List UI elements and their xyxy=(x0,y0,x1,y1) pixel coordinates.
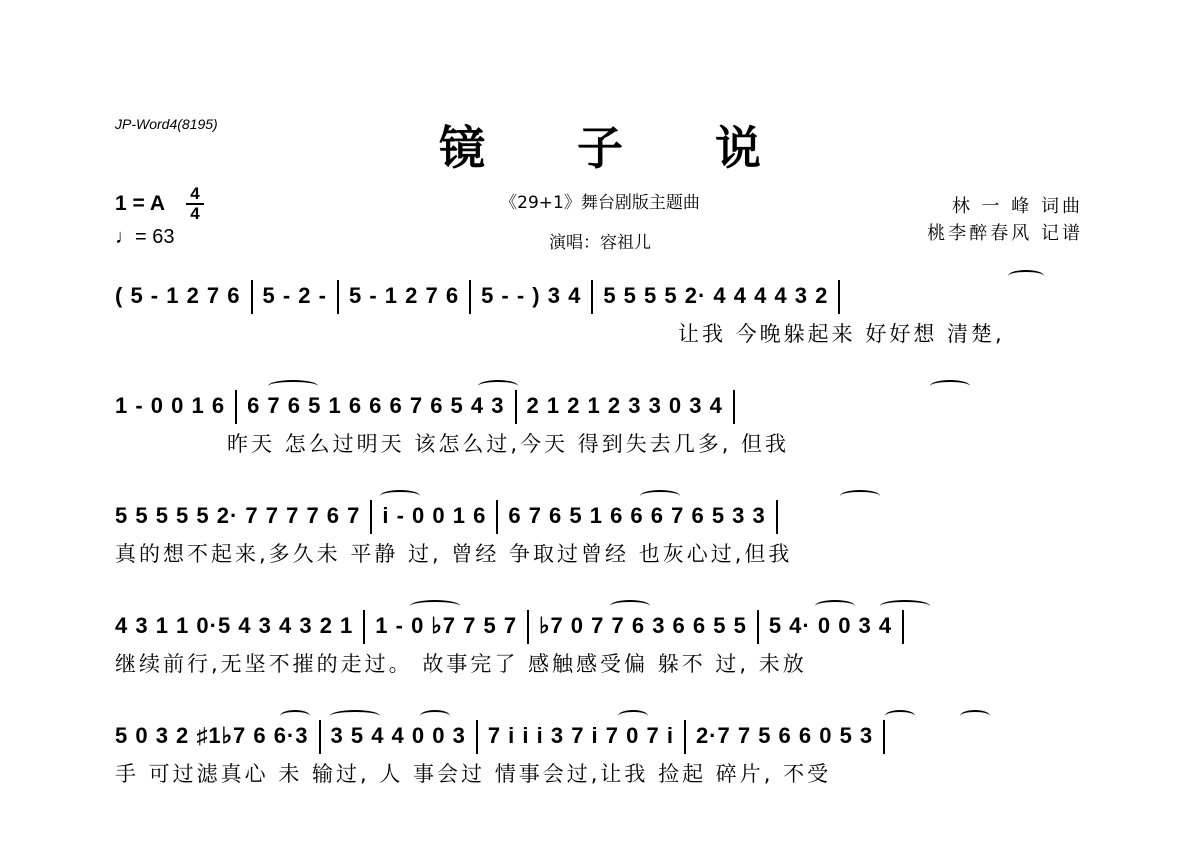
slur-mark xyxy=(640,490,680,502)
slur-mark xyxy=(610,600,650,612)
slur-mark xyxy=(618,710,648,722)
measure: 5 - 2 - xyxy=(262,282,327,308)
measure: ♭7 0 7 7 6 3 6 6 5 5 xyxy=(539,612,747,638)
slur-mark xyxy=(330,710,380,722)
measure: i - 0 0 1 6 xyxy=(382,502,487,528)
measure: 1 - 0 0 1 6 xyxy=(115,392,226,418)
credits xyxy=(927,193,1083,247)
barline xyxy=(319,720,321,754)
measure: 5 - 1 2 7 6 xyxy=(348,282,460,308)
slur-mark xyxy=(885,710,915,722)
lyrics-line: 真的想不起来,多久未 平静 过, 曾经 争取过曾经 也灰心过,但我 xyxy=(115,542,793,566)
barline xyxy=(337,280,339,314)
time-signature-top: 4 xyxy=(190,184,200,203)
barline xyxy=(684,720,686,754)
barline xyxy=(733,390,735,424)
notes-line xyxy=(115,390,1088,424)
barline xyxy=(496,500,498,534)
measure: 5 4· 0 0 3 4 xyxy=(768,612,893,638)
transcriber: 桃李醉春风 记谱 xyxy=(927,223,1083,244)
measure: 1 - 0 ♭7 7 5 7 xyxy=(375,612,518,638)
slur-mark xyxy=(380,490,420,502)
notes-line xyxy=(115,720,1088,754)
barline xyxy=(235,390,237,424)
measure: 2 1 2 1 2 3 3 0 3 4 xyxy=(526,392,723,418)
barline xyxy=(902,610,904,644)
slur-mark xyxy=(930,380,970,392)
lyrics-line: 手 可过滤真心 未 输过, 人 事会过 情事会过,让我 捡起 碎片, 不受 xyxy=(115,762,832,786)
measure: 5 5 5 5 2· 4 4 4 4 3 2 xyxy=(603,282,829,308)
barline xyxy=(363,610,365,644)
measure: 5 - - ) 3 4 xyxy=(481,282,582,308)
notes-line xyxy=(115,610,1088,644)
singer: 演唱：容祖儿 xyxy=(549,233,651,253)
key-signature: 1 = A xyxy=(115,192,165,215)
barline xyxy=(838,280,840,314)
slur-mark xyxy=(1008,270,1044,282)
measure: ( 5 - 1 2 7 6 xyxy=(115,282,241,308)
barline xyxy=(776,500,778,534)
lyrics-line: 昨天 怎么过明天 该怎么过,今天 得到失去几多, 但我 xyxy=(227,432,790,456)
barline xyxy=(251,280,253,314)
barline xyxy=(883,720,885,754)
time-signature xyxy=(186,186,204,222)
slur-mark xyxy=(960,710,990,722)
song-title: 镜 子 说 xyxy=(438,121,800,175)
measure: 6 7 6 5 1 6 6 6 7 6 5 3 3 xyxy=(508,502,766,528)
measure: 5 5 5 5 5 2· 7 7 7 7 6 7 xyxy=(115,502,361,528)
subtitle: 《29+1》舞台剧版主题曲 xyxy=(500,193,700,213)
barline xyxy=(469,280,471,314)
notes-line xyxy=(115,500,1088,534)
slur-mark xyxy=(478,380,518,392)
measure: 3 5 4 4 0 0 3 xyxy=(330,722,466,748)
lyrics-line: 让我 今晚躲起来 好好想 清楚, xyxy=(678,322,1005,346)
slur-mark xyxy=(420,710,450,722)
lyrics-line: 继续前行,无坚不摧的走过。 故事完了 感触感受偏 躲不 过, 未放 xyxy=(115,652,807,676)
software-label: JP-Word4(8195) xyxy=(115,116,218,132)
barline xyxy=(757,610,759,644)
barline xyxy=(515,390,517,424)
tempo-marking: ♩= 63 xyxy=(115,226,175,248)
time-signature-bottom: 4 xyxy=(190,204,200,223)
barline xyxy=(370,500,372,534)
measure: 2·7 7 5 6 6 0 5 3 xyxy=(695,722,874,748)
barline xyxy=(591,280,593,314)
slur-mark xyxy=(815,600,855,612)
slur-mark xyxy=(840,490,880,502)
barline xyxy=(476,720,478,754)
notes-line xyxy=(115,280,1088,314)
barline xyxy=(527,610,529,644)
slur-mark xyxy=(280,710,310,722)
measure: 6 7 6 5 1 6 6 6 7 6 5 4 3 xyxy=(247,392,505,418)
measure: 7 i i i 3 7 i 7 0 7 i xyxy=(487,722,674,748)
measure: 5 0 3 2 ♯1♭7 6 6·3 xyxy=(115,722,309,748)
slur-mark xyxy=(268,380,318,392)
slur-mark xyxy=(410,600,460,612)
slur-mark xyxy=(880,600,930,612)
lyricist-composer: 林 一 峰 词曲 xyxy=(951,196,1083,217)
measure: 4 3 1 1 0·5 4 3 4 3 2 1 xyxy=(115,612,354,638)
